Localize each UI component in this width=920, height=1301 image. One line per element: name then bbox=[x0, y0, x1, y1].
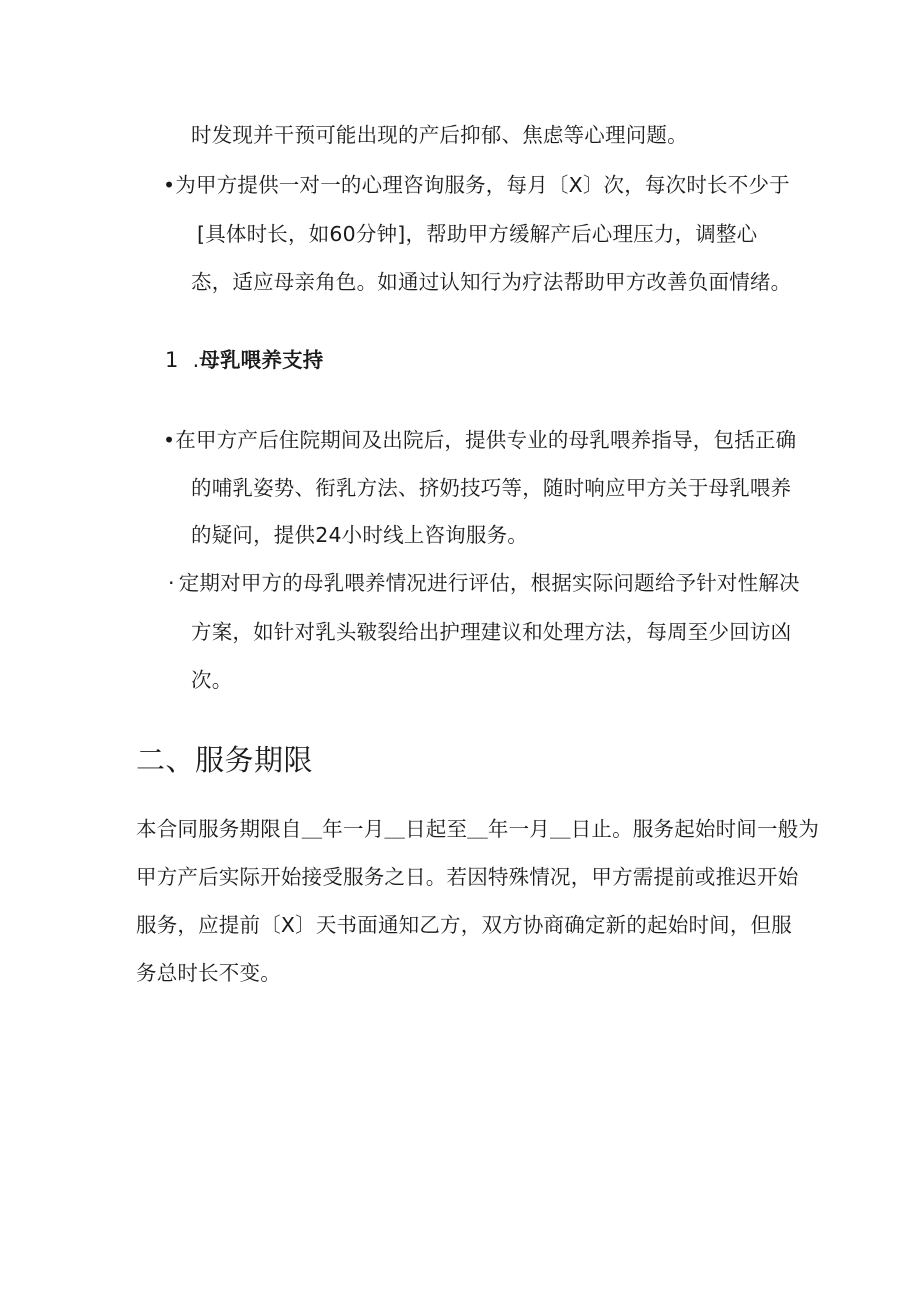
bullet-line: 的疑问，提供24小时线上咨询服务。 bbox=[191, 523, 528, 547]
bullet-marker: · bbox=[168, 571, 175, 595]
paragraph-line: 本合同服务期限自＿年一月＿日起至＿年一月＿日止。服务起始时间一般为 bbox=[136, 817, 820, 841]
bullet-marker: • bbox=[163, 173, 176, 197]
bullet-line bbox=[163, 425, 796, 455]
bullet-line: 的哺乳姿势、衔乳方法、挤奶技巧等，随时响应甲方关于母乳喂养 bbox=[191, 476, 792, 500]
section-title: 二、服务期限 bbox=[136, 743, 314, 777]
paragraph-line: 服务，应提前〔X〕天书面通知乙方，双方协商确定新的起始时间，但服 bbox=[136, 913, 792, 937]
bullet-marker: • bbox=[163, 428, 176, 452]
bullet-line: [具体时长，如60分钟]，帮助甲方缓解产后心理压力，调整心 bbox=[197, 222, 758, 246]
bullet-text: 定期对甲方的母乳喂养情况进行评估，根据实际问题给予针对性解决 bbox=[178, 571, 800, 595]
subheading bbox=[165, 345, 323, 375]
paragraph-line: 甲方产后实际开始接受服务之日。若因特殊情况，甲方需提前或推迟开始 bbox=[136, 865, 799, 889]
subheading-title: 母乳喂养支持 bbox=[199, 348, 324, 372]
bullet-line: 方案，如针对乳头皲裂给出护理建议和处理方法，每周至少回访凶 bbox=[191, 620, 792, 644]
bullet-line bbox=[163, 170, 790, 200]
bullet-text: 为甲方提供一对一的心理咨询服务，每月〔X〕次，每次时长不少于 bbox=[175, 173, 790, 197]
subheading-number: 1 bbox=[165, 348, 179, 372]
bullet-line: 次。 bbox=[191, 668, 233, 692]
bullet-text: 在甲方产后住院期间及出院后，提供专业的母乳喂养指导，包括正确 bbox=[175, 428, 797, 452]
bullet-line bbox=[168, 568, 800, 598]
bullet-line: 态，适应母亲角色。如通过认知行为疗法帮助甲方改善负面情绪。 bbox=[191, 270, 792, 294]
subheading-separator: . bbox=[192, 348, 200, 372]
paragraph-line: 务总时长不变。 bbox=[136, 961, 281, 985]
paragraph-continuation: 时发现并干预可能出现的产后抑郁、焦虑等心理问题。 bbox=[191, 123, 688, 147]
